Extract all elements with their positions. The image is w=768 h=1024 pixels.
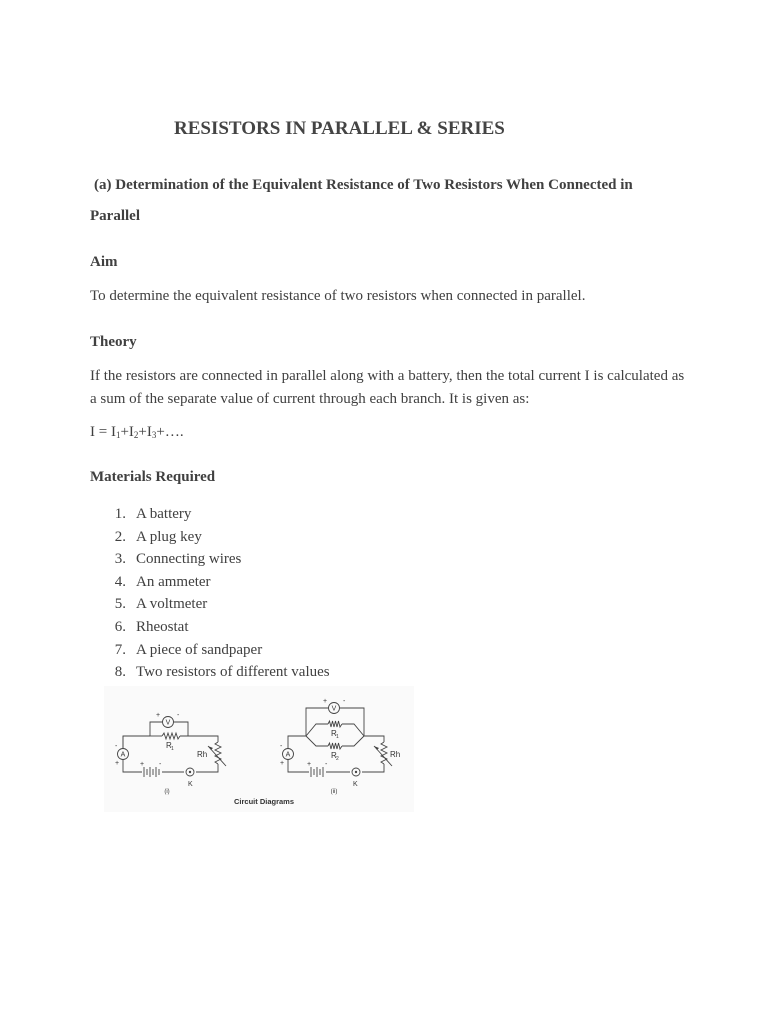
list-item bbox=[90, 526, 330, 549]
theory-heading: Theory bbox=[90, 334, 137, 350]
formula-part: +…. bbox=[156, 424, 184, 440]
figure-background bbox=[104, 686, 414, 812]
list-number: 7. bbox=[114, 641, 126, 658]
voltmeter-label: V bbox=[165, 719, 171, 727]
list-text: Rheostat bbox=[136, 618, 189, 635]
resistor1-subscript: 1 bbox=[336, 734, 339, 740]
list-number: 6. bbox=[114, 618, 126, 635]
list-number: 2. bbox=[114, 528, 126, 545]
list-item bbox=[90, 661, 330, 684]
section-title: (a) Determination of the Equivalent Resistance of Two Resistors When Connected in Parallel bbox=[90, 177, 633, 224]
resistor1-label: R bbox=[331, 729, 337, 738]
list-number: 3. bbox=[114, 551, 126, 568]
list-item bbox=[90, 571, 330, 594]
diagram-label: (i) bbox=[164, 789, 170, 795]
resistor-label: R bbox=[166, 741, 172, 750]
circuit-diagrams-figure bbox=[104, 686, 414, 817]
formula-subscript: 3 bbox=[151, 430, 157, 440]
page-title: RESISTORS IN PARALLEL & SERIES bbox=[174, 118, 505, 139]
voltmeter-plus: + bbox=[323, 698, 328, 705]
ammeter-minus: - bbox=[280, 743, 283, 750]
materials-list bbox=[90, 503, 330, 684]
formula-part: I = I bbox=[90, 424, 116, 440]
list-number: 8. bbox=[114, 664, 126, 681]
plug-key-dot bbox=[189, 771, 191, 773]
aim-heading: Aim bbox=[90, 254, 118, 270]
ammeter-plus: + bbox=[115, 760, 120, 767]
list-text: A plug key bbox=[136, 528, 202, 545]
resistor-subscript: 1 bbox=[171, 746, 174, 752]
list-text: Connecting wires bbox=[136, 551, 242, 568]
key-label: K bbox=[353, 781, 358, 788]
figure-caption: Circuit Diagrams bbox=[233, 797, 295, 806]
formula-subscript: 2 bbox=[133, 430, 139, 440]
resistor2-subscript: 2 bbox=[336, 756, 339, 762]
aim-text: To determine the equivalent resistance of two resistors when connected in parallel. bbox=[90, 288, 586, 304]
voltmeter-plus: + bbox=[156, 712, 161, 719]
voltmeter-label: V bbox=[331, 705, 337, 713]
battery-plus: + bbox=[140, 761, 145, 768]
list-text: An ammeter bbox=[136, 573, 211, 590]
voltmeter-minus: - bbox=[343, 698, 346, 705]
list-number: 5. bbox=[114, 596, 126, 613]
plug-key-dot bbox=[355, 771, 357, 773]
list-text: Two resistors of different values bbox=[136, 664, 330, 681]
list-item bbox=[90, 639, 330, 662]
list-text: A piece of sandpaper bbox=[136, 641, 263, 658]
ammeter-label: A bbox=[285, 751, 291, 759]
battery-minus: - bbox=[325, 761, 328, 768]
formula-subscript: 1 bbox=[115, 430, 121, 440]
list-item bbox=[90, 548, 330, 571]
theory-text: If the resistors are connected in parallel along with a battery, then the total current I is calculated as a sum of the separate value of current through each branch. It is given as: bbox=[90, 368, 685, 407]
ammeter-plus: + bbox=[280, 760, 285, 767]
current-formula bbox=[90, 421, 685, 447]
list-item bbox=[90, 593, 330, 616]
ammeter-minus: - bbox=[115, 743, 118, 750]
list-text: A voltmeter bbox=[136, 596, 208, 613]
list-item bbox=[90, 616, 330, 639]
list-text: A battery bbox=[136, 506, 192, 522]
resistor2-label: R bbox=[331, 751, 337, 760]
ammeter-label: A bbox=[120, 751, 126, 759]
formula-part: +I bbox=[120, 424, 134, 440]
list-number: 1. bbox=[114, 506, 126, 522]
voltmeter-minus: - bbox=[177, 712, 180, 719]
list-item bbox=[90, 503, 330, 526]
battery-minus: - bbox=[159, 761, 162, 768]
battery-plus: + bbox=[307, 761, 312, 768]
key-label: K bbox=[188, 781, 193, 788]
rheostat-label: Rh bbox=[197, 750, 208, 759]
list-number: 4. bbox=[114, 573, 126, 590]
circuit-diagrams-svg bbox=[104, 686, 414, 812]
formula-part: +I bbox=[138, 424, 152, 440]
rheostat-label: Rh bbox=[390, 750, 401, 759]
materials-heading: Materials Required bbox=[90, 469, 216, 485]
diagram-label: (ii) bbox=[330, 789, 338, 795]
